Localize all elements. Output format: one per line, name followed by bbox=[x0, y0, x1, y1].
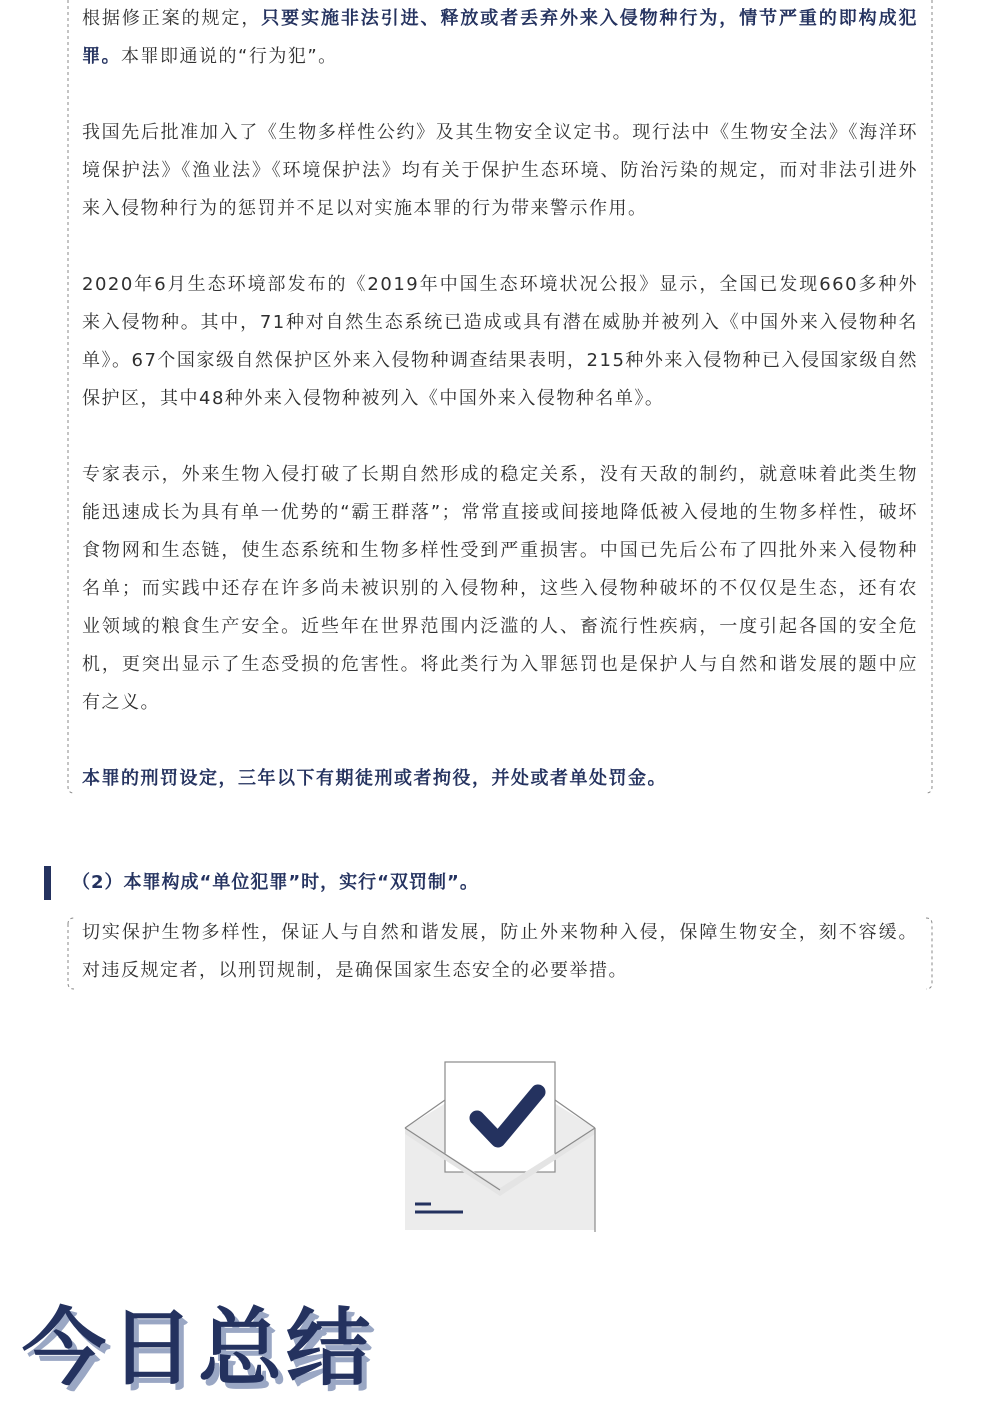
paragraph-3: 2020年6月生态环境部发布的《2019年中国生态环境状况公报》显示，全国已发现660多种外来入侵物种。其中，71种对自然生态系统已造成或具有潜在威胁并被列入《中国外来入侵物种名单》。67个国家级自然保护区外来入侵物种调查结果表明，215种外来入侵物种已入侵国家级自然保护区，其中48种外来入侵物种被列入《中国外来入侵物种名单》。 bbox=[82, 274, 918, 409]
paragraph-2: 我国先后批准加入了《生物多样性公约》及其生物安全议定书。现行法中《生物安全法》《海洋环境保护法》《渔业法》《环境保护法》均有关于保护生态环境、防治污染的规定，而对非法引进外来入侵物种行为的惩罚并不足以对实施本罪的行为带来警示作用。 bbox=[82, 122, 918, 219]
heading-accent-bar bbox=[44, 866, 51, 900]
content-box-2 bbox=[68, 914, 932, 991]
envelope-checkmark-icon bbox=[395, 1050, 610, 1240]
section2-paragraph: 切实保护生物多样性，保证人与自然和谐发展，防止外来物种入侵，保障生物安全，刻不容缓。对违反规定者，以刑罚规制，是确保国家生态安全的必要举措。 bbox=[82, 922, 918, 981]
section1-text bbox=[82, 0, 918, 798]
content-box-1 bbox=[68, 0, 932, 795]
section2-text bbox=[82, 914, 918, 990]
paragraph-1 bbox=[82, 0, 918, 76]
section2-heading: （2）本罪构成“单位犯罪”时，实行“双罚制”。 bbox=[72, 872, 479, 893]
p1-prefix: 根据修正案的规定， bbox=[82, 8, 262, 29]
paragraph-4: 专家表示，外来生物入侵打破了长期自然形成的稳定关系，没有天敌的制约，就意味着此类生物能迅速成长为具有单一优势的“霸王群落”；常常直接或间接地降低被入侵地的生物多样性，破坏食物网和生态链，使生态系统和生物多样性受到严重损害。中国已先后公布了四批外来入侵物种名单；而实践中还存在许多尚未被识别的入侵物种，这些入侵物种破坏的不仅仅是生态，还有农业领域的粮食生产安全。近些年在世界范围内泛滥的人、畜流行性疾病，一度引起各国的安全危机，更突出显示了生态受损的危害性。将此类行为入罪惩罚也是保护人与自然和谐发展的题中应有之义。 bbox=[82, 464, 918, 713]
paragraph-5-bold: 本罪的刑罚设定，三年以下有期徒刑或者拘役，并处或者单处罚金。 bbox=[82, 768, 667, 789]
p1-suffix: 本罪即通说的“行为犯”。 bbox=[121, 46, 338, 67]
p1-bold: 只要实施非法引进、释放或者丢弃外来入侵物种行为，情节严重的即构成犯罪。 bbox=[82, 8, 918, 67]
summary-title: 今日总结 bbox=[22, 1299, 375, 1397]
